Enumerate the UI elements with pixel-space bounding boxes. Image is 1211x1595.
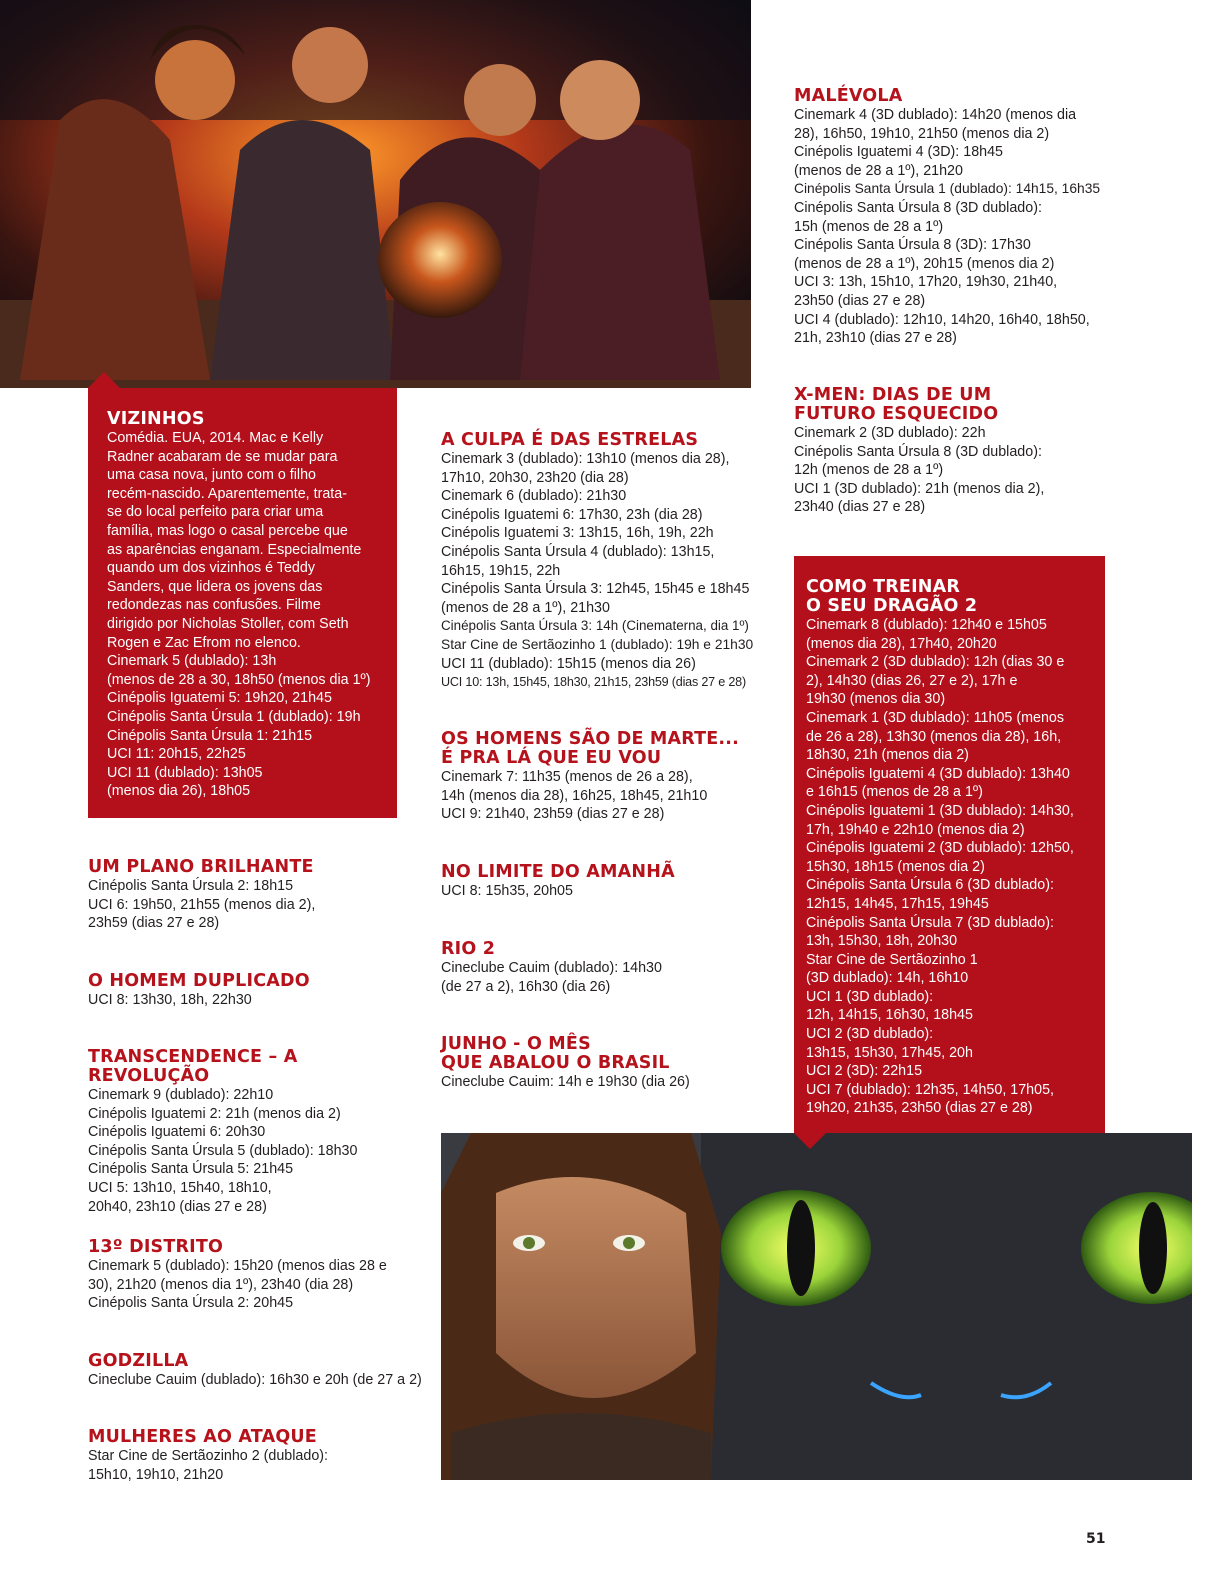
plano-brilhante-text: Cinépolis Santa Úrsula 2: 18h15 UCI 6: 19h50, 21h55 (menos dia 2), 23h59 (dias 27 e 28): [88, 878, 316, 932]
junho-title: JUNHO - O MÊS QUE ABALOU O BRASIL: [441, 1034, 670, 1073]
dragao-box: [794, 556, 1105, 1133]
rio2-text: Cineclube Cauim (dublado): 14h30 (de 27 a 2), 16h30 (dia 26): [441, 960, 662, 995]
vizinhos-text: Comédia. EUA, 2014. Mac e Kelly Radner acabaram de se mudar para uma casa nova, junto com o filho recém-nascido. Aparentemente, trata- se do local perfeito para criar uma família, mas logo o casal percebe que as aparências enganam. Especialmente quando um dos vizinhos é Teddy Sanders, que lidera os jovens das redondezas nas confusões. Filme dirigido por Nicholas Stoller, com Seth Rogen e Zac Efrom no elenco. Cinemark 5 (dublado): 13h (menos de 28 a 30, 18h50 (menos dia 1º) Cinépolis Iguatemi 5: 19h20, 21h45 Cinépolis Santa Úrsula 1 (dublado): 19h Cinépolis Santa Úrsula 1: 21h15 UCI 11: 20h15, 22h25 UCI 11 (dublado): 13h05 (menos dia 26), 18h05: [107, 430, 371, 800]
distrito-title: 13º DISTRITO: [88, 1237, 224, 1257]
vizinhos-title: VIZINHOS: [107, 409, 205, 429]
dragao-box-pointer: [794, 1133, 826, 1149]
culpa-listing: [441, 431, 781, 692]
limite-title: NO LIMITE DO AMANHÃ: [441, 862, 675, 882]
vizinhos-box: [88, 388, 397, 818]
xmen-listing: [794, 386, 1194, 517]
dragao-listing: [806, 578, 1102, 1118]
malevola-listing: [794, 87, 1194, 348]
neighbors-photo-drawing: [0, 0, 751, 388]
limite-text: UCI 8: 15h35, 20h05: [441, 883, 573, 899]
homens-marte-listing: [441, 730, 781, 824]
page-number: 51: [1086, 1531, 1106, 1547]
top-photo-neighbors: [0, 0, 751, 388]
malevola-title: MALÉVOLA: [794, 86, 903, 106]
dragao-text: Cinemark 8 (dublado): 12h40 e 15h05 (menos dia 28), 17h40, 20h20 Cinemark 2 (3D dublado): 12h (dias 30 e 2), 14h30 (dias 26, 27 e 2), 17h e 19h30 (menos dia 30) Cinemark 1 (3D dublado): 11h05 (menos de 26 a 28), 13h30 (menos dia 28), 16h, 18h30, 21h (menos dia 2) Cinépolis Iguatemi 4 (3D dublado): 13h40 e 16h15 (menos de 28 a 1º) Cinépolis Iguatemi 1 (3D dublado): 14h30, 17h, 19h40 e 22h10 (menos dia 2) Cinépolis Iguatemi 2 (3D dublado): 12h50, 15h30, 18h15 (menos dia 2) Cinépolis Santa Úrsula 6 (3D dublado): 12h15, 14h45, 17h15, 19h45 Cinépolis Santa Úrsula 7 (3D dublado): 13h, 15h30, 18h, 20h30 Star Cine de Sertãozinho 1 (3D dublado): 14h, 16h10 UCI 1 (3D dublado): 12h, 14h15, 16h30, 18h45 UCI 2 (3D dublado): 13h15, 15h30, 17h45, 20h UCI 2 (3D): 22h15 UCI 7 (dublado): 12h35, 14h50, 17h05, 19h20, 21h35, 23h50 (dias 27 e 28): [806, 617, 1074, 1117]
mulheres-title: MULHERES AO ATAQUE: [88, 1427, 317, 1447]
transcendence-listing: [88, 1048, 418, 1216]
junho-listing: [441, 1035, 781, 1092]
culpa-title: A CULPA É DAS ESTRELAS: [441, 430, 699, 450]
plano-brilhante-title: UM PLANO BRILHANTE: [88, 857, 314, 877]
dragon-photo-drawing: [441, 1133, 1192, 1480]
distrito-listing: [88, 1238, 418, 1313]
malevola-text: Cinemark 4 (3D dublado): 14h20 (menos dia 28), 16h50, 19h10, 21h50 (menos dia 2) Cinépolis Iguatemi 4 (3D): 18h45 (menos de 28 a 1º), 21h20 Cinépolis Santa Úrsula 1 (dublado): 14h15, 16h35 Cinépolis Santa Úrsula 8 (3D dublado): 15h (menos de 28 a 1º) Cinépolis Santa Úrsula 8 (3D): 17h30 (menos de 28 a 1º), 20h15 (menos dia 2) UCI 3: 13h, 15h10, 17h20, 19h30, 21h40, 23h50 (dias 27 e 28) UCI 4 (dublado): 12h10, 14h20, 16h40, 18h50, 21h, 23h10 (dias 27 e 28): [794, 107, 1101, 347]
mulheres-listing: [88, 1428, 408, 1484]
godzilla-text: Cineclube Cauim (dublado): 16h30 e 20h (de 27 a 2): [88, 1372, 422, 1388]
transcendence-text: Cinemark 9 (dublado): 22h10 Cinépolis Iguatemi 2: 21h (menos dia 2) Cinépolis Iguatemi 6: 20h30 Cinépolis Santa Úrsula 5 (dublado): 18h30 Cinépolis Santa Úrsula 5: 21h45 UCI 5: 13h10, 15h40, 18h10, 20h40, 23h10 (dias 27 e 28): [88, 1087, 358, 1215]
homem-duplicado-listing: [88, 972, 408, 1010]
mulheres-text: Star Cine de Sertãozinho 2 (dublado): 15h10, 19h10, 21h20: [88, 1448, 329, 1483]
rio2-listing: [441, 940, 781, 996]
rio2-title: RIO 2: [441, 939, 496, 959]
vizinhos-box-pointer: [88, 372, 120, 388]
vizinhos-listing: [107, 410, 392, 801]
homem-duplicado-title: O HOMEM DUPLICADO: [88, 971, 310, 991]
transcendence-title: TRANSCENDENCE – A REVOLUÇÃO: [88, 1047, 298, 1086]
limite-listing: [441, 863, 781, 901]
homens-marte-title: OS HOMENS SÃO DE MARTE... É PRA LÁ QUE EU VOU: [441, 729, 739, 768]
plano-brilhante-listing: [88, 858, 408, 933]
homens-marte-text: Cinemark 7: 11h35 (menos de 26 a 28), 14h (menos dia 28), 16h25, 18h45, 21h10 UCI 9: 21h40, 23h59 (dias 27 e 28): [441, 769, 708, 823]
distrito-text: Cinemark 5 (dublado): 15h20 (menos dias 28 e 30), 21h20 (menos dia 1º), 23h40 (dia 28) Cinépolis Santa Úrsula 2: 20h45: [88, 1258, 387, 1312]
xmen-text: Cinemark 2 (3D dublado): 22h Cinépolis Santa Úrsula 8 (3D dublado): 12h (menos de 28 a 1º) UCI 1 (3D dublado): 21h (menos dia 2), 23h40 (dias 27 e 28): [794, 425, 1045, 516]
dragao-title: COMO TREINAR O SEU DRAGÃO 2: [806, 577, 978, 616]
bottom-photo-dragon: [441, 1133, 1192, 1480]
godzilla-title: GODZILLA: [88, 1351, 189, 1371]
homem-duplicado-text: UCI 8: 13h30, 18h, 22h30: [88, 992, 252, 1008]
godzilla-listing: [88, 1352, 428, 1390]
xmen-title: X-MEN: DIAS DE UM FUTURO ESQUECIDO: [794, 385, 999, 424]
junho-text: Cineclube Cauim: 14h e 19h30 (dia 26): [441, 1074, 690, 1090]
culpa-text: Cinemark 3 (dublado): 13h10 (menos dia 28), 17h10, 20h30, 23h20 (dia 28) Cinemark 6 (dublado): 21h30 Cinépolis Iguatemi 6: 17h30, 23h (dia 28) Cinépolis Iguatemi 3: 13h15, 16h, 19h, 22h Cinépolis Santa Úrsula 4 (dublado): 13h15, 16h15, 19h15, 22h Cinépolis Santa Úrsula 3: 12h45, 15h45 e 18h45 (menos de 28 a 1º), 21h30 Cinépolis Santa Úrsula 3: 14h (Cinematerna, dia 1º) Star Cine de Sertãozinho 1 (dublado): 19h e 21h30 UCI 11 (dublado): 15h15 (menos dia 26) UCI 10: 13h, 15h45, 18h30, 21h15, 23h59 (dias 27 e 28): [441, 451, 754, 690]
